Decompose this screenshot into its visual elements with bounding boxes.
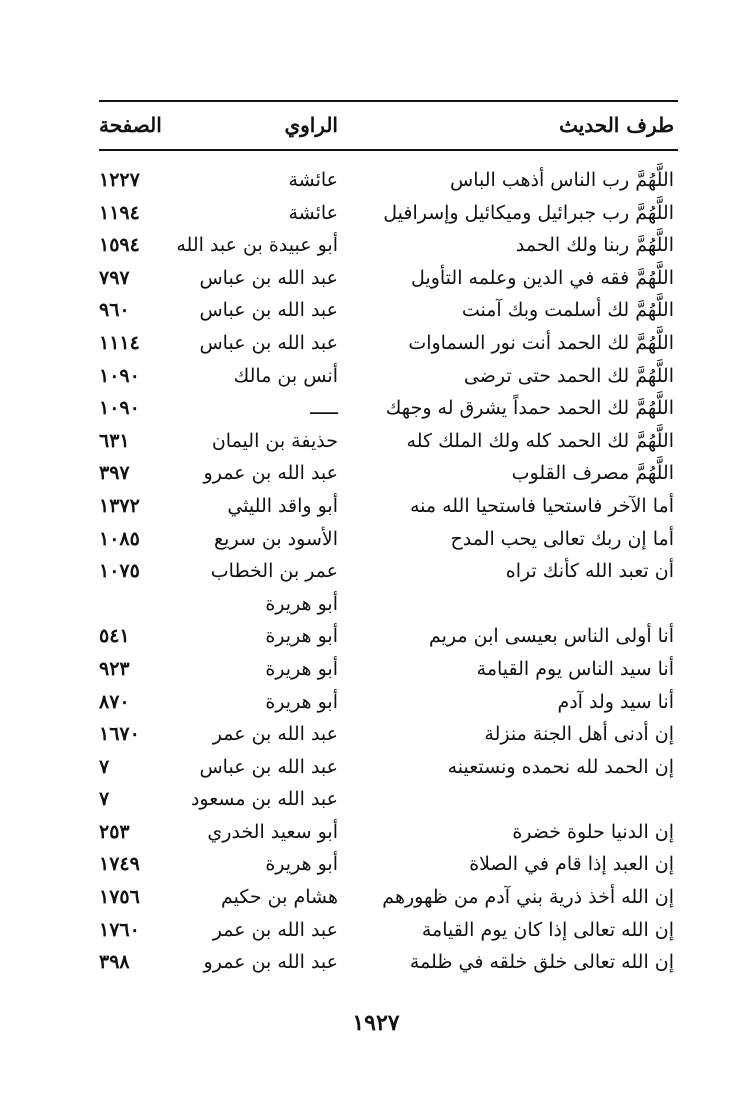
narrator-cell: عبد الله بن عمر	[212, 918, 338, 941]
hadith-cell: أنا سيد ولد آدم	[557, 690, 674, 713]
table-row	[0, 197, 752, 230]
table-row	[0, 327, 752, 360]
hadith-cell: إن الدنيا حلوة خضرة	[512, 820, 674, 843]
narrator-cell: أبو هريرة	[265, 657, 338, 680]
narrator-cell: أبو هريرة	[265, 592, 338, 615]
hadith-cell: اللَّهُمَّ لك الحمد كله ولك الملك كله	[406, 429, 674, 452]
narrator-cell: عائشة	[288, 201, 338, 224]
narrator-cell: عبد الله بن عمرو	[203, 462, 338, 485]
page-cell: ٧٩٧	[99, 266, 130, 289]
table-row	[0, 620, 752, 653]
page-cell: ١٠٩٠	[99, 364, 140, 387]
narrator-cell: عبد الله بن عباس	[199, 299, 338, 322]
column-header-hadith: طرف الحديث	[559, 113, 674, 137]
table-row	[0, 914, 752, 947]
table-row	[0, 783, 752, 816]
narrator-cell: أبو هريرة	[265, 690, 338, 713]
hadith-cell: أنا سيد الناس يوم القيامة	[476, 657, 674, 680]
table-row	[0, 457, 752, 490]
table-row	[0, 718, 752, 751]
table-row	[0, 490, 752, 523]
page-cell: ١٧٥٦	[99, 886, 140, 909]
narrator-cell: عبد الله بن عباس	[199, 755, 338, 778]
page-cell: ١٧٤٩	[99, 853, 140, 876]
page-cell: ١٥٩٤	[99, 234, 140, 257]
hadith-cell: أن تعبد الله كأنك تراه	[505, 560, 674, 583]
hadith-cell: اللَّهُمَّ فقه في الدين وعلمه التأويل	[411, 266, 674, 289]
page-cell: ١٣٧٢	[99, 494, 140, 517]
hadith-cell: إن العبد إذا قام في الصلاة	[469, 853, 674, 876]
page-cell: ٩٦٠	[99, 299, 130, 322]
hadith-cell: اللَّهُمَّ لك الحمد حتى ترضى	[463, 364, 674, 387]
header-top-rule	[99, 100, 678, 102]
narrator-cell: حذيفة بن اليمان	[211, 429, 338, 452]
hadith-cell: اللَّهُمَّ رب الناس أذهب الباس	[450, 169, 674, 191]
table-row	[0, 360, 752, 393]
hadith-cell: إن الحمد لله نحمده ونستعينه	[447, 755, 674, 778]
page-cell: ٧	[99, 788, 110, 811]
hadith-cell: اللَّهُمَّ رب جبرائيل وميكائيل وإسرافيل	[383, 201, 674, 224]
hadith-cell: أما الآخر فاستحيا فاستحيا الله منه	[409, 494, 674, 517]
column-header-page: الصفحة	[99, 113, 162, 137]
table-row	[0, 229, 752, 262]
narrator-cell: أبو سعيد الخدري	[207, 820, 338, 843]
table-row	[0, 392, 752, 425]
narrator-cell: أبو واقد الليثي	[227, 494, 338, 517]
table-row	[0, 588, 752, 621]
page-cell: ٩٢٣	[99, 657, 130, 680]
hadith-cell: اللَّهُمَّ لك الحمد حمداً يشرق له وجهك	[385, 397, 674, 420]
page-cell: ١١١٤	[99, 331, 140, 354]
page-cell: ١٦٧٠	[99, 723, 140, 746]
narrator-cell: أنس بن مالك	[233, 364, 338, 387]
narrator-cell: عبد الله بن عباس	[199, 266, 338, 289]
hadith-cell: اللَّهُمَّ مصرف القلوب	[511, 462, 674, 485]
column-header-narrator: الراوي	[284, 113, 338, 137]
table-row	[0, 164, 752, 197]
page-cell: ١٧٦٠	[99, 918, 140, 941]
hadith-cell: اللَّهُمَّ لك أسلمت وبك آمنت	[461, 299, 674, 322]
narrator-cell: عبد الله بن عباس	[199, 331, 338, 354]
hadith-cell: إن الله تعالى إذا كان يوم القيامة	[421, 918, 674, 941]
table-row	[0, 425, 752, 458]
narrator-cell: ـــــ	[310, 397, 338, 420]
page-cell: ٦٣١	[99, 429, 130, 452]
hadith-cell: إن الله تعالى خلق خلقه في ظلمة	[409, 951, 674, 974]
page-cell: ٢٥٣	[99, 820, 130, 843]
hadith-cell: إن أدنى أهل الجنة منزلة	[484, 723, 674, 746]
page-cell: ٥٤١	[99, 625, 130, 648]
narrator-cell: الأسود بن سريع	[214, 527, 338, 550]
narrator-cell: هشام بن حكيم	[221, 886, 338, 909]
table-row	[0, 555, 752, 588]
table-row	[0, 881, 752, 914]
page-number: ١٩٢٧	[352, 1010, 400, 1036]
page-cell: ١١٩٤	[99, 201, 140, 224]
narrator-cell: أبو هريرة	[265, 853, 338, 876]
narrator-cell: عمر بن الخطاب	[210, 560, 338, 583]
hadith-cell: إن الله أخذ ذرية بني آدم من ظهورهم	[382, 886, 674, 909]
page-cell: ١٠٧٥	[99, 560, 140, 583]
page-cell: ١٢٢٧	[99, 169, 140, 191]
table-row	[0, 294, 752, 327]
table-row	[0, 262, 752, 295]
table-row	[0, 946, 752, 979]
hadith-cell: اللَّهُمَّ لك الحمد أنت نور السماوات	[408, 331, 674, 354]
page-cell: ٣٩٧	[99, 462, 130, 485]
narrator-cell: عبد الله بن عمر	[212, 723, 338, 746]
page-cell: ٧	[99, 755, 110, 778]
hadith-cell: اللَّهُمَّ ربنا ولك الحمد	[515, 234, 674, 257]
narrator-cell: أبو هريرة	[265, 625, 338, 648]
hadith-cell: أنا أولى الناس بعيسى ابن مريم	[428, 625, 674, 648]
index-table-body	[0, 164, 752, 979]
page-cell: ٨٧٠	[99, 690, 130, 713]
narrator-cell: أبو عبيدة بن عبد الله	[176, 234, 338, 257]
narrator-cell: عائشة	[288, 169, 338, 191]
table-row	[0, 848, 752, 881]
table-row	[0, 686, 752, 719]
hadith-cell: أما إن ربك تعالى يحب المدح	[450, 527, 674, 550]
header-bottom-rule	[99, 149, 678, 151]
page-cell: ٣٩٨	[99, 951, 130, 974]
narrator-cell: عبد الله بن مسعود	[190, 788, 338, 811]
page-cell: ١٠٨٥	[99, 527, 140, 550]
page-cell: ١٠٩٠	[99, 397, 140, 420]
table-row	[0, 751, 752, 784]
narrator-cell: عبد الله بن عمرو	[203, 951, 338, 974]
table-row	[0, 523, 752, 556]
table-row	[0, 816, 752, 849]
table-row	[0, 653, 752, 686]
